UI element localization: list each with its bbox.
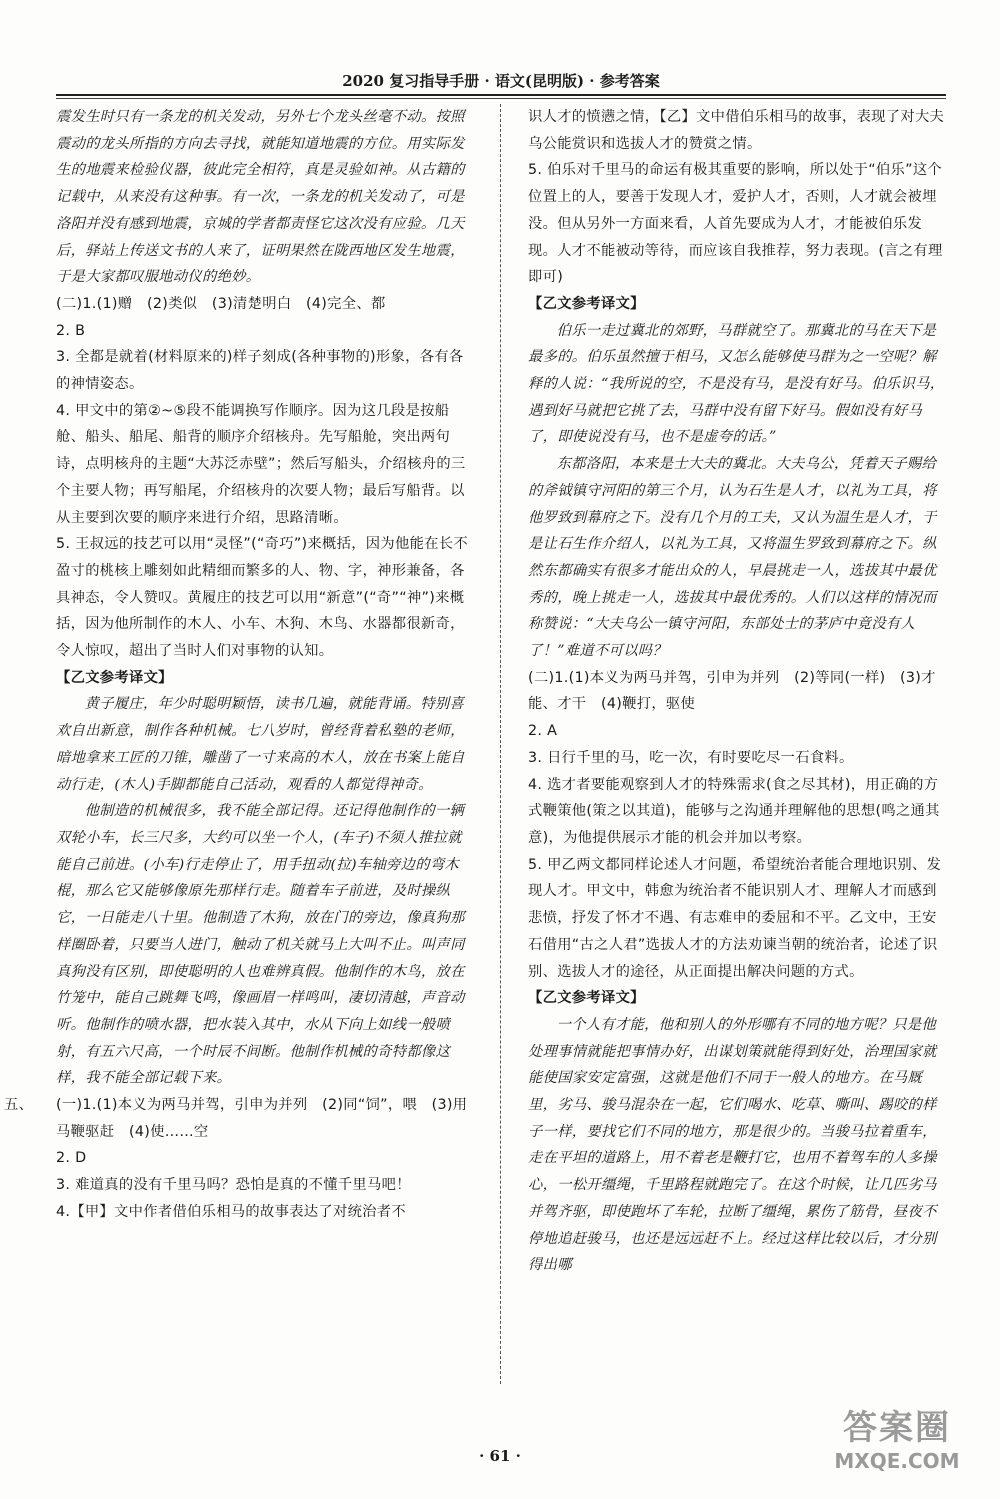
section-five-marker: 五、 (4, 1097, 34, 1114)
answer-b2-2: 2. A (528, 723, 558, 740)
answer-2-3: 3. 全都是就着(材料原来的)样子刻成(各种事物的)形象，各有各的神情姿态。 (56, 349, 464, 393)
page-header: 2020 复习指导手册 · 语文(昆明版) · 参考答案 (342, 72, 660, 90)
answer-2-1: (二)1.(1)赠 (2)类似 (3)清楚明白 (4)完全、都 (56, 295, 386, 312)
right-column (528, 104, 946, 1279)
section-five (4, 1092, 476, 1145)
page-number: · 61 · (479, 1447, 521, 1465)
yi-translation-title-3: 【乙文参考译文】 (528, 990, 645, 1007)
answer-5-4-continued: 识人才的愤懑之情，【乙】文中借伯乐相马的故事，表现了对大夫乌公能赏识和选拔人才的赞赏之情。 (528, 109, 945, 152)
answer-b2-3: 3. 日行千里的马，吃一次，有时要吃尽一石食料。 (528, 749, 854, 766)
answer-5-4: 4.【甲】文中作者借伯乐相马的故事表达了对统治者不 (56, 1203, 406, 1220)
answer-b2-1: (二)1.(1)本义为两马并驾，引申为并列 (2)等同(一样) (3)才能、才干 (4)鞭打，驱使 (528, 669, 936, 713)
translation-continuation: 震发生时只有一条龙的机关发动，另外七个龙头丝毫不动。按照震动的龙头所指的方向去寻找，就能知道地震的方位。用实际发生的地震来检验仪器，彼此完全相符，真是灵验如神。从古籍的记载中，从来没有这种事。有一次，一条龙的机关发动了，可是洛阳并没有感到地震，京城的学者都责怪它这次没有应验。几天后，驿站上传送文书的人来了，证明果然在陇西地区发生地震，于是大家都叹服地动仪的绝妙。 (56, 109, 465, 286)
column-divider (500, 104, 501, 1384)
answer-5-5: 5. 伯乐对千里马的命运有极其重要的影响，所以处于“伯乐”这个位置上的人，要善于发现人才，爱护人才，否则，人才就会被埋没。但从另外一方面来看，人首先要成为人才，才能被伯乐发现。人才不能被动等待，而应该自我推荐，努力表现。(言之有理即可) (528, 162, 943, 286)
header-rule-thin (56, 98, 946, 99)
yi-translation-para-1: 黄子履庄，年少时聪明颖悟，读书几遍，就能背诵。特别喜欢自出新意，制作各种机械。七八岁时，曾经背着私塾的老师，暗地拿来工匠的刀锥，雕凿了一寸来高的木人，放在书案上能自动行走，(木人)手脚都能自己活动，观看的人都觉得神奇。 (56, 696, 465, 793)
watermark (822, 1408, 972, 1474)
answer-2-4: 4. 甲文中的第②~⑤段不能调换写作顺序。因为这几段是按船舱、船头、船尾、船背的顺序介绍核舟。先写船舱，突出两句诗，点明核舟的主题“大苏泛赤壁”；然后写船头，介绍核舟的三个主要人物；再写船尾，介绍核舟的次要人物；最后写船背。以从主要到次要的顺序来进行介绍，思路清晰。 (56, 402, 466, 526)
yi-translation-para-2: 他制造的机械很多，我不能全部记得。还记得他制作的一辆双轮小车，长三尺多，大约可以坐一个人，(车子)不须人推拉就能自己前进。(小车)行走停止了，用手扭动(拉)车轴旁边的弯木棍，那么它又能够像原先那样行走。随着车子前进，及时操纵它，一日能走八十里。他制造了木狗，放在门的旁边，像真狗那样圈卧着，只要当人进门，触动了机关就马上大叫不止。叫声同真狗没有区别，即使聪明的人也难辨真假。他制作的木鸟，放在竹笼中，能自己跳舞飞鸣，像画眉一样鸣叫，凄切清越，声音动听。他制作的喷水器，把水装入其中，水从下向上如线一般喷射，有五六尺高，一个时辰不间断。他制作机械的奇特都像这样，我不能全部记载下来。 (56, 803, 465, 1087)
answer-b2-5: 5. 甲乙两文都同样论述人才问题，希望统治者能合理地识别、发现人才。甲文中，韩愈为统治者不能识别人才、理解人才而感到悲愤，抒发了怀才不遇、有志难申的委屈和不平。乙文中，王安石借用“古之人君”选拔人才的方法劝谏当朝的统治者，论述了识别、选拔人才的途径，从正面提出解决问题的方式。 (528, 856, 942, 980)
yi-translation-talent-para: 一个人有才能，他和别人的外形哪有不同的地方呢？只是他处理事情就能把事情办好，出谋划策就能得到好处，治理国家就能使国家安定富强，这就是他们不同于一般人的地方。在马厩里，劣马、骏马混杂在一起，它们喝水、吃草、嘶叫、踢咬的样子一样，要找它们不同的地方，那是很少的。当骏马拉着重车，走在平坦的道路上，用不着老是鞭打它，也用不着驾车的人多操心，一松开缰绳，千里路程就跑完了。在这个时候，让几匹劣马并驾齐驱，即使跑坏了车轮，拉断了缰绳，累伤了筋骨，昼夜不停地追赶骏马，也还是远远赶不上。经过这样比较以后，才分别得出哪 (528, 1016, 937, 1274)
yi-translation-title-2: 【乙文参考译文】 (528, 295, 645, 312)
left-column (4, 104, 476, 1226)
watermark-url: MXQE.COM (834, 1449, 960, 1473)
answer-5-1: (一)1.(1)本义为两马并驾，引申为并列 (2)同“饲”，喂 (3)用马鞭驱赶 (4)使……空 (56, 1097, 468, 1140)
answer-5-2: 2. D (56, 1150, 87, 1167)
header-rule-thick (56, 94, 946, 96)
answer-5-3: 3. 难道真的没有千里马吗？恐怕是真的不懂千里马吧！ (56, 1177, 411, 1194)
answer-2-5: 5. 王叔远的技艺可以用“灵怪”(“奇巧”)来概括，因为他能在长不盈寸的桃核上雕刻如此精细而繁多的人、物、字，神形兼备，各具神态，令人赞叹。黄履庄的技艺可以用“新意”(“奇”“神”)来概括，因为他所制作的木人、小车、木狗、木鸟、水器都很新奇，令人惊叹，超出了当时人们对事物的认知。 (56, 536, 468, 660)
yi-translation-bole-para-1: 伯乐一走过冀北的郊野，马群就空了。那冀北的马在天下是最多的。伯乐虽然擅于相马，又怎么能够使马群为之一空呢？解释的人说：“我所说的空，不是没有马，是没有好马。伯乐识马，遇到好马就把它挑了去，马群中没有留下好马。假如没有好马了，即使说没有马，也不是虚夸的话。” (528, 322, 945, 446)
yi-translation-title: 【乙文参考译文】 (56, 669, 173, 686)
answer-b2-4: 4. 选才者要能观察到人才的特殊需求(食之尽其材)，用正确的方式鞭策他(策之以其道)，能够与之沟通并理解他的思想(鸣之通其意)，为他提供展示才能的机会并加以考察。 (528, 776, 940, 846)
watermark-logo-text: 答案圈 (843, 1408, 951, 1448)
answer-2-2: 2. B (56, 322, 86, 339)
yi-translation-bole-para-2: 东都洛阳，本来是士大夫的冀北。大夫乌公，凭着天子赐给的斧钺镇守河阳的第三个月，认为石生是人才，以礼为工具，将他罗致到幕府之下。没有几个月的工夫，又认为温生是人才，于是让石生作介绍人，以礼为工具，又将温生罗致到幕府之下。纵然东都确实有很多才能出众的人，早晨挑走一人，选拔其中最优秀的，晚上挑走一人，选拔其中最优秀的。人们以这样的情况而称赞说：“大夫乌公一镇守河阳，东部处士的茅庐中竟没有人了！”难道不可以吗？ (528, 456, 937, 660)
